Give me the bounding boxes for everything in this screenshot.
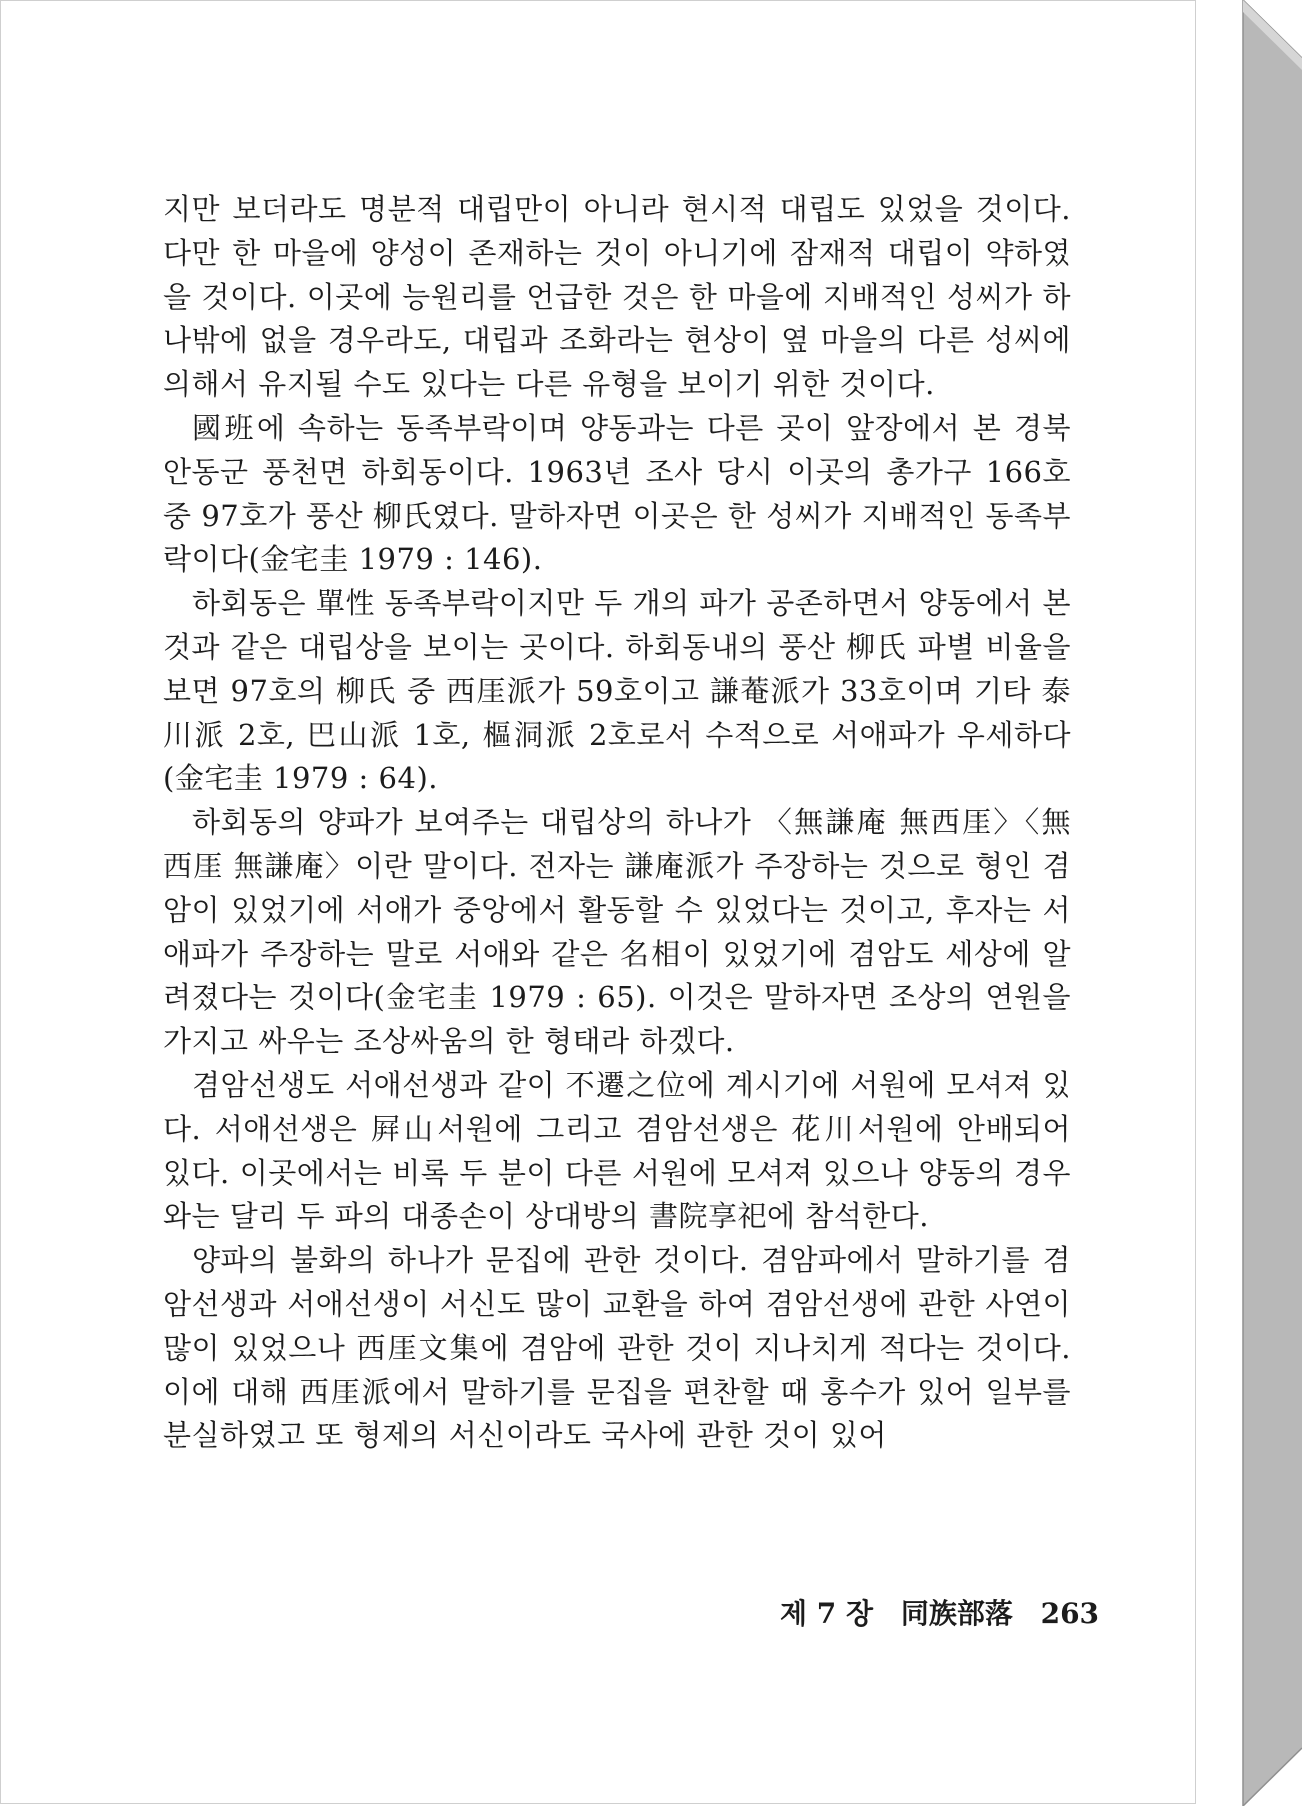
paragraph: 양파의 불화의 하나가 문집에 관한 것이다. 겸암파에서 말하기를 겸암선생과 서애선생이 서신도 많이 교환을 하여 겸암선생에 관한 사연이 많이 있었으나 西厓文集에 겸암에 관한 것이 지나치게 적다는 것이다. 이에 대해 西厓派에서 말하기를 문집을 편찬할 때 홍수가 있어 일부를 분실하였고 또 형제의 서신이라도 국사에 관한 것이 있어 [163, 1243, 1071, 1453]
page-number: 263 [1040, 1597, 1100, 1630]
paragraph: 겸암선생도 서애선생과 같이 不遷之位에 계시기에 서원에 모셔져 있다. 서애선생은 屛山서원에 그리고 겸암선생은 花川서원에 안배되어 있다. 이곳에서는 비록 두 분이 다른 서원에 모셔져 있으나 양동의 경우와는 달리 두 파의 대종손이 상대방의 書院享祀에 참석한다. [163, 1067, 1071, 1234]
chapter-title: 同族部落 [900, 1597, 1013, 1630]
page-edge-decoration [1196, 0, 1302, 1806]
chapter-label: 제 7 장 [780, 1597, 874, 1630]
paragraph: 하회동의 양파가 보여주는 대립상의 하나가 〈無謙庵 無西厓〉〈無西厓 無謙庵〉이란 말이다. 전자는 謙庵派가 주장하는 것으로 형인 겸암이 있었기에 서애가 중앙에서 활동할 수 있었다는 것이고, 후자는 서애파가 주장하는 말로 서애와 같은 名相이 있었기에 겸암도 세상에 알려졌다는 것이다(金宅圭 1979 : 65). 이것은 말하자면 조상의 연원을 가지고 싸우는 조상싸움의 한 형태라 하겠다. [163, 805, 1071, 1059]
paragraph: 지만 보더라도 명분적 대립만이 아니라 현시적 대립도 있었을 것이다. 다만 한 마을에 양성이 존재하는 것이 아니기에 잠재적 대립이 약하였을 것이다. 이곳에 능원리를 언급한 것은 한 마을에 지배적인 성씨가 하나밖에 없을 경우라도, 대립과 조화라는 현상이 옆 마을의 다른 성씨에 의해서 유지될 수도 있다는 다른 유형을 보이기 위한 것이다. [163, 192, 1071, 402]
paragraph: 하회동은 單性 동족부락이지만 두 개의 파가 공존하면서 양동에서 본 것과 같은 대립상을 보이는 곳이다. 하회동내의 풍산 柳氏 파별 비율을 보면 97호의 柳氏 중 西厓派가 59호이고 謙菴派가 33호이며 기타 泰川派 2호, 巴山派 1호, 樞洞派 2호로서 수적으로 서애파가 우세하다(金宅圭 1979 : 64). [163, 586, 1071, 796]
body-text [163, 188, 1071, 1458]
page-footer [780, 1592, 1099, 1632]
paragraph: 國班에 속하는 동족부락이며 양동과는 다른 곳이 앞장에서 본 경북 안동군 풍천면 하회동이다. 1963년 조사 당시 이곳의 총가구 166호 중 97호가 풍산 柳氏였다. 말하자면 이곳은 한 성씨가 지배적인 동족부락이다(金宅圭 1979 : 146). [163, 410, 1071, 577]
